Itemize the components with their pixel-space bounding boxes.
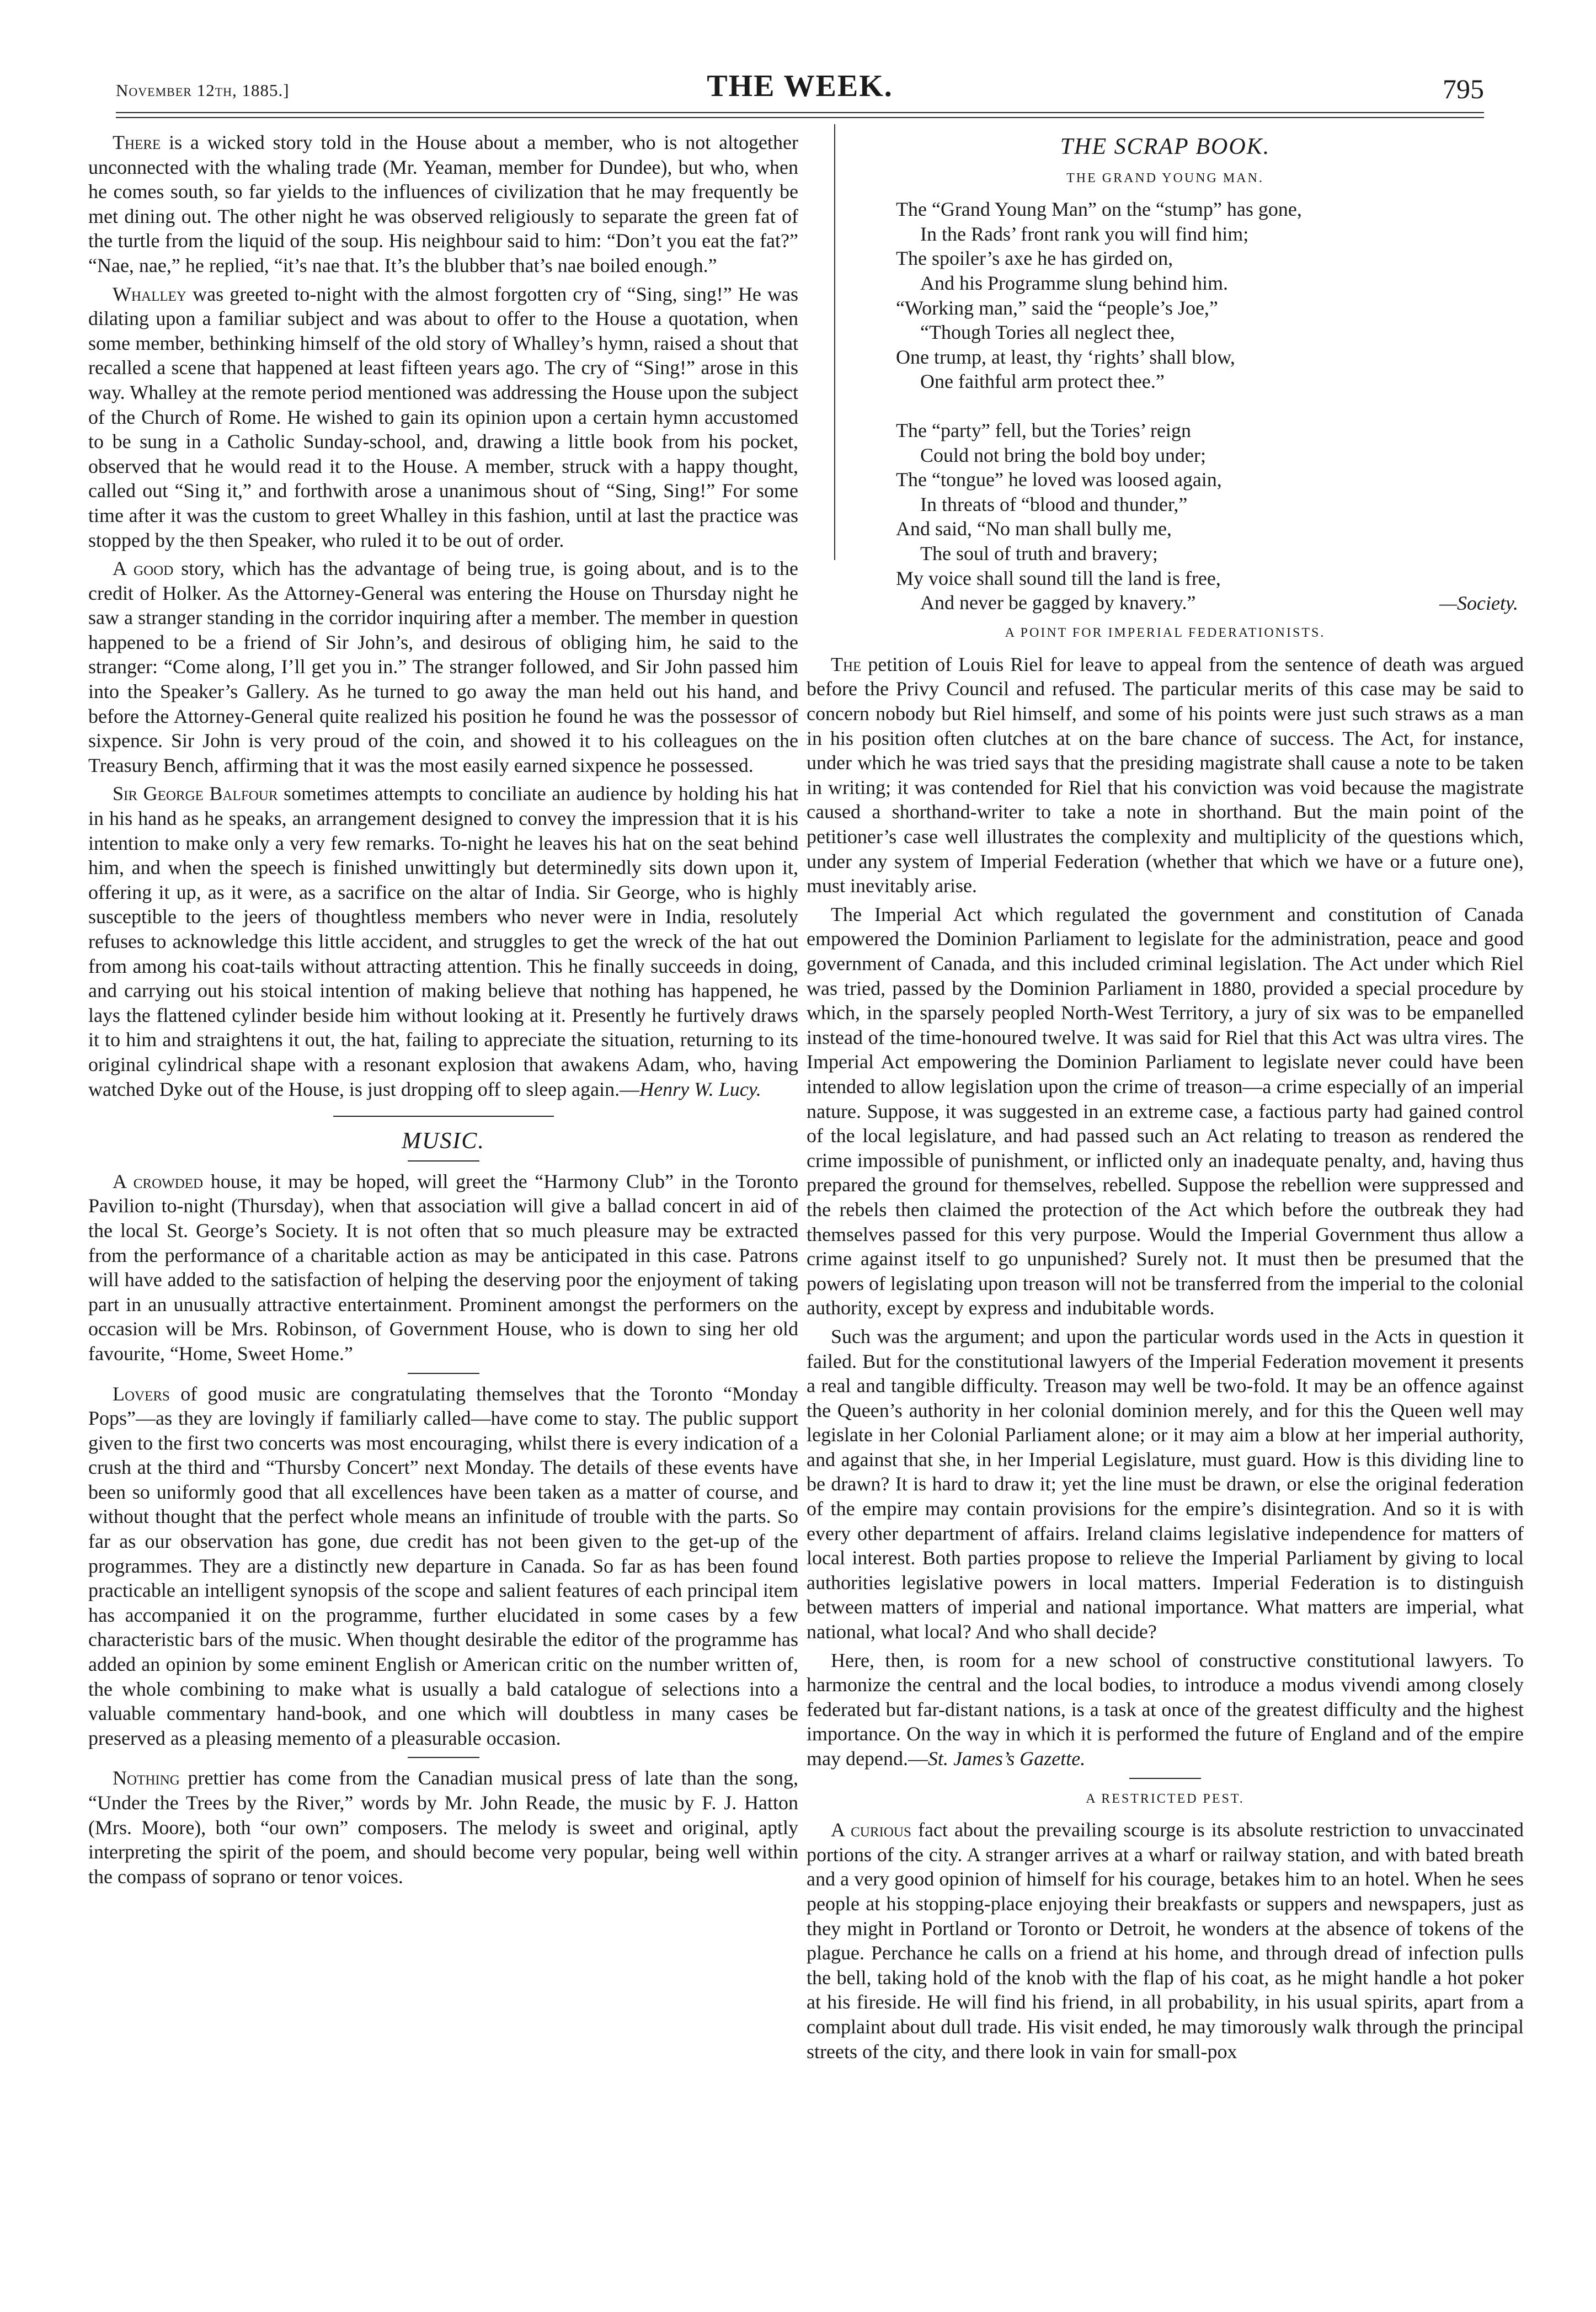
paragraph [88, 130, 798, 278]
paragraph [807, 1818, 1524, 2064]
poem-line: One faithful arm protect thee.” [920, 370, 1165, 393]
paragraph-text: story, which has the advantage of being true, is going about, and is to the credit of Holker. As the Attorney-General was entering the House on Thursday night he saw a stranger standing in the corridor inquiring after a member. The member in question happened to be a friend of Sir John’s, and desirous of obliging him, he said to the stranger: “Come along, I’ll get you in.” The stranger followed, and Sir John passed him into the Speaker’s Gallery. As he turned to go away the man held out his hand, and before the Attorney-General quite realized his position he found he was the possessor of sixpence. Sir John is very proud of the coin, and showed it to his colleagues on the Treasury Bench, affirming that it was the most easily earned sixpence he possessed. [88, 557, 798, 776]
poem-line: My voice shall sound till the land is free, [896, 567, 1221, 589]
poem-line: And never be gagged by knavery.” [920, 592, 1196, 614]
poem-line: Could not bring the bold boy under; [920, 444, 1206, 466]
item-rule [408, 1757, 479, 1758]
poem-source: —Society. [1439, 592, 1518, 614]
music-heading: MUSIC. [402, 1128, 485, 1154]
paragraph [88, 282, 798, 553]
item-rule [1129, 1778, 1201, 1779]
paragraph-text: prettier has come from the Canadian musical press of late than the song, “Under the Trees by the River,” words by Mr. John Reade, the music by F. J. Hatton (Mrs. Moore), both “our own” composers. The melody is sweet and original, aptly interpreting the spirit of the poem, and should become very popular, being well within the compass of soprano or tenor voices. [88, 1767, 798, 1888]
lead-words: The [831, 653, 862, 675]
poem-line: The soul of truth and bravery; [920, 542, 1158, 564]
poem [896, 197, 1524, 615]
article-title: A RESTRICTED PEST. [1086, 1791, 1245, 1806]
paragraph [88, 1766, 798, 1889]
item-rule [408, 1373, 479, 1374]
lead-words: A curious [831, 1819, 911, 1841]
section-rule [333, 1116, 554, 1117]
signature: St. James’s Gazette. [927, 1748, 1086, 1770]
lead-words: A good [113, 557, 174, 580]
lead-words: Nothing [113, 1767, 180, 1789]
paragraph [807, 1324, 1524, 1644]
paragraph-text: sometimes attempts to conciliate an audience by holding his hat in his hand as he speaks, an arrangement designed to convey the impression that it is his intention to make only a very few remarks. To-night he leaves his hat on the seat behind him, and when the speech is finished unwittingly but determinedly sits down upon it, offering it up, as it were, as a sacrifice on the altar of India. Sir George, who is highly susceptible to the jeers of thoughtless members who never were in India, resolutely refuses to acknowledge this little accident, and struggles to get the wreck of the hat out from among his coat-tails without attracting attention. This he finally succeeds in doing, and carrying out his stoical intention of making believe that nothing has happened, he lays the flattened cylinder beside him without looking at it. Presently he furtively draws it to him and straightens it out, the hat, failing to appreciate the situation, returning to its original cylindrical shape with a resonant explosion that awakens Adam, who, having watched Dyke out of the House, is just dropping off to sleep again.— [88, 782, 798, 1100]
paragraph-text: is a wicked story told in the House about a member, who is not altogether unconnected with the whaling trade (Mr. Yeaman, member for Dundee), but who, when he comes south, so far yields to the influences of civilization that he may frequently be met dining out. The other night he was observed religiously to separate the green fat of the turtle from the liquid of the soup. His neighbour said to him: “Don’t you eat the fat?” “Nae, nae,” he replied, “it’s nae that. It’s the blubber that’s nae boiled enough.” [88, 131, 798, 276]
poem-line: The “Grand Young Man” on the “stump” has gone, [896, 198, 1302, 221]
paragraph [88, 781, 798, 1101]
poem-line: And said, “No man shall bully me, [896, 518, 1172, 540]
paragraph-text: of good music are congratulating themselves that the Toronto “Monday Pops”—as they are lovingly if familiarly called—have come to stay. The public support given to the first two concerts was most encouraging, whilst there is every indication of a crush at the third and “Thursby Concert” next Monday. The details of these events have been so uniformly good that all excellences have been taken as a matter of course, and without thought that the perfect whole means an infinitude of trouble with the parts. So far as our observation has gone, due credit has not been given to the get-up of the programmes. They are a distinctly new departure in Canada. So far as has been found practicable an intelligent synopsis of the scope and salient features of each principal item has accompanied it on the programme, further elucidated in some cases by a few characteristic bars of the music. When thought desirable the editor of the programme has added an opinion by some eminent English or American critic on the number written of, the whole combining to make what is usually a bald catalogue of selections into a valuable commentary hand-book, and one which will doubtless in many cases be preserved as a pleasing memento of a pleasurable occasion. [88, 1382, 798, 1749]
page-number: 795 [1443, 73, 1484, 104]
heading-rule [408, 1160, 479, 1162]
poem-line: In threats of “blood and thunder,” [920, 493, 1188, 515]
paragraph-text: The Imperial Act which regulated the government and constitution of Canada empowered the Dominion Parliament to legislate for the administration, peace and good government of Canada, and this included criminal legislation. The Act under which Riel was tried, passed by the Dominion Parliament in 1880, provided a special procedure by which, in the sparsely peopled North-West Territory, a jury of six was to be empanelled instead of the time-honoured twelve. It was said for Riel that this Act was ultra vires. The Imperial Act empowering the Dominion Parliament to legislate never could have been intended to allow legislation upon the crime of treason—a crime especially of an imperial nature. Suppose, it was suggested in an extreme case, a factious party had gained control of the local legislature, and had passed such an Act relating to treason as rendered the crime impossible of punishment, or inflicted only an inadequate penalty, and, having thus prepared the ground for themselves, rebelled. Suppose the rebellion were suppressed and the rebels then claimed the protection of the Act which before the outbreak they had themselves passed for this very purpose. Would the Imperial Government thus allow a crime against itself to go unpunished? Surely not. It must then be presumed that the powers of legislating upon treason will not be transferred from the imperial to the colonial authority, except by express and indubitable words. [807, 903, 1524, 1319]
poem-line: The “tongue” he loved was loosed again, [896, 468, 1222, 491]
paragraph [88, 1169, 798, 1366]
lead-words: There [113, 131, 161, 153]
lead-words: Whalley [113, 283, 186, 305]
paragraph [88, 556, 798, 777]
poem-title: THE GRAND YOUNG MAN. [1066, 171, 1264, 185]
issue-date: November 12th, 1885.] [116, 81, 290, 100]
poem-line: One trump, at least, thy ‘rights’ shall blow, [896, 345, 1235, 368]
signature: Henry W. Lucy. [639, 1078, 761, 1100]
poem-line: “Working man,” said the “people’s Joe,” [896, 296, 1218, 319]
right-column [807, 130, 1524, 2288]
paragraph-text: house, it may be hoped, will greet the “Harmony Club” in the Toronto Pavilion to-night (Thursday), when that association will give a ballad concert in aid of the local St. George’s Society. It is not often that so much pleasure may be extracted from the performance of a charitable action as may be anticipated in this case. Patrons will have added to the satisfaction of helping the deserving poor the enjoyment of taking part in an unusually attractive entertainment. Prominent amongst the performers on the occasion will be Mrs. Robinson, of Government House, who is down to sing her old favourite, “Home, Sweet Home.” [88, 1170, 798, 1365]
masthead-rule [116, 112, 1484, 118]
stanza-break [896, 394, 1524, 418]
paragraph [807, 1648, 1524, 1771]
poem-line: The spoiler’s axe he has girded on, [896, 247, 1173, 270]
article-title: A POINT FOR IMPERIAL FEDERATIONISTS. [1005, 626, 1326, 641]
poem-line: “Though Tories all neglect thee, [920, 321, 1175, 344]
poem-line: In the Rads’ front rank you will find him; [920, 222, 1249, 245]
poem-line: And his Programme slung behind him. [920, 271, 1228, 294]
masthead [116, 66, 1484, 116]
lead-words: Lovers [113, 1382, 170, 1405]
paragraph-text: petition of Louis Riel for leave to appeal from the sentence of death was argued before the Privy Council and refused. The particular merits of this case may be said to concern nobody but Riel himself, and some of his points were just such straws as a man in his position often clutches at on the bare chance of success. The Act, for instance, under which he was tried says that the presiding magistrate shall cause a note to be taken in writing; it was contended for Riel that his conviction was void because the magistrate caused a shorthand-writer to take a note in shorthand. But the main point of the petitioner’s case well illustrates the complexity and multiplicity of the questions which, under any system of Imperial Federation (whether that which we have or a future one), must inevitably arise. [807, 653, 1524, 897]
paragraph-text: was greeted to-night with the almost forgotten cry of “Sing, sing!” He was dilating upon a familiar subject and was about to offer to the House a quotation, when some member, bethinking himself of the old story of Whalley’s hymn, raised a shout that recalled a scene that happened at least fifteen years ago. The cry of “Sing!” arose in this way. Whalley at the remote period mentioned was addressing the House upon the subject of the Church of Rome. He wished to gain its opinion upon a certain hymn accustomed to be sung in a Catholic Sunday-school, and, drawing a little book from his pocket, observed that he would read it to the House. A member, struck with a happy thought, called out “Sing it,” and forthwith arose a unanimous shout of “Sing, Sing!” For some time after it was the custom to greet Whalley in this fashion, until at last the practice was stopped by the then Speaker, who ruled it to be out of order. [88, 283, 798, 551]
scrap-book-heading: THE SCRAP BOOK. [1060, 134, 1271, 159]
lead-words: A crowded [113, 1170, 204, 1192]
poem-line: The “party” fell, but the Tories’ reign [896, 419, 1191, 441]
lead-words: Sir George Balfour [113, 782, 278, 805]
paragraph [807, 902, 1524, 1320]
left-column [88, 130, 798, 2288]
paragraph-text: fact about the prevailing scourge is its absolute restriction to unvaccinated portions of the city. A stranger arrives at a wharf or railway station, and with bated breath and a very good opinion of himself for his courage, betakes him to an hotel. When he sees people at his stopping-place enjoying their breakfasts or suppers and newspapers, just as they might in Portland or Toronto or Detroit, he wonders at the absence of tokens of the plague. Perchance he calls on a friend at his home, and through dread of infection pulls the bell, taking hold of the knob with the flap of his coat, as he might handle a hot poker at his fireside. He will find his friend, in all probability, in his usual spirits, apart from a complaint about dull trade. His visit ended, he may timorously walk through the principal streets of the city, and there look in vain for small-pox [807, 1819, 1524, 2063]
paragraph [88, 1382, 798, 1751]
publication-title: THE WEEK. [707, 69, 893, 103]
paragraph-text: Here, then, is room for a new school of constructive constitutional lawyers. To harmonize the central and the local bodies, to introduce a modus vivendi among closely federated but far-distant nations, is a task at once of the greatest difficulty and the highest importance. On the way in which it is performed the future of England and of the empire may depend.— [807, 1649, 1524, 1770]
paragraph [807, 652, 1524, 898]
paragraph-text: Such was the argument; and upon the particular words used in the Acts in question it failed. But for the constitutional lawyers of the Imperial Federation movement it presents a real and tangible difficulty. Treason may well be two-fold. It may be an offence against the Queen’s authority in her colonial dominion merely, and for this the Queen well may legislate in her Colonial Parliament alone; or it may aim a blow at her imperial authority, and against that she, in her Imperial Legislature, must guard. How is this dividing line to be drawn? It is hard to draw it; yet the line must be drawn, or else the original federation of the empire may contain provisions for the empire’s disintegration. And so it is with every other department of affairs. Ireland claims legislative independence for matters of local interest. Both parties propose to relieve the Imperial Parliament by giving to local authorities legislative powers in local matters. Imperial Federation is to distinguish between matters of imperial and national importance. What matters are imperial, what national, what local? And who shall decide? [807, 1325, 1524, 1643]
